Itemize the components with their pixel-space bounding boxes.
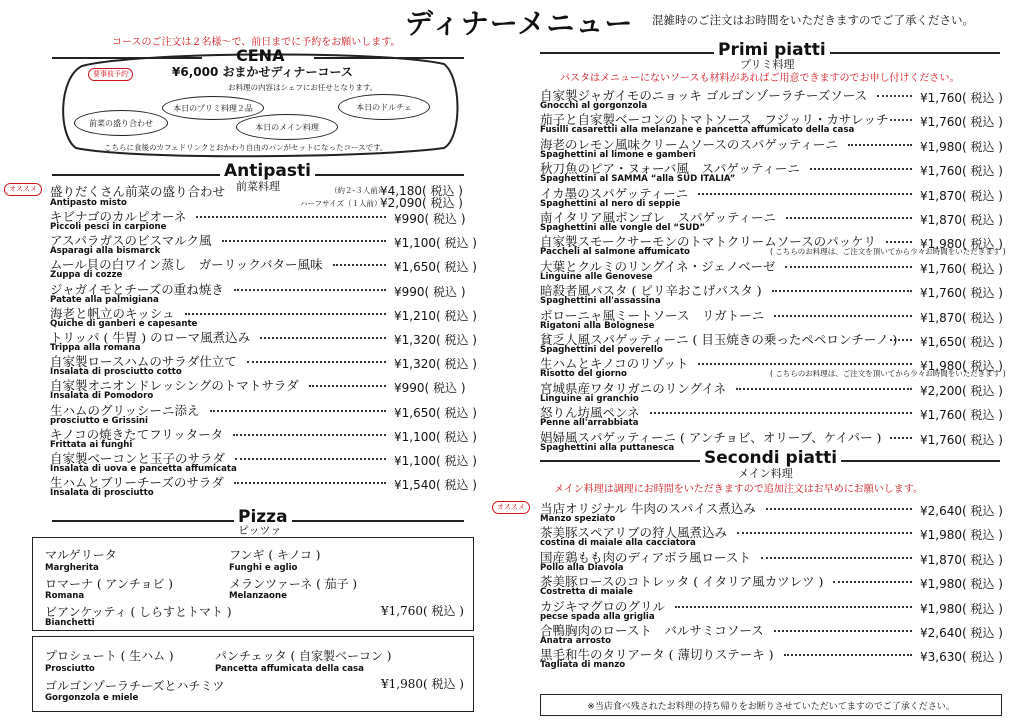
dish-name-it: Insalata di prosciutto [50, 488, 154, 499]
dish-name-it: Manzo speziato [540, 514, 616, 524]
leader-dots [848, 144, 912, 146]
pizza-price: ¥1,980( 税込 ) [381, 677, 464, 691]
pizza-name-jp: ゴルゴンゾーラチーズとハチミツ [45, 679, 225, 693]
dish-name-it: Trippa alla romana [50, 343, 141, 353]
cena-description: お料理の内容はシェフにお任せとなります。 [228, 83, 378, 92]
dish-price: ¥1,760( 税込 ) [920, 432, 1003, 447]
leader-dots [235, 458, 386, 460]
secondi-title: Secondi piatti [700, 448, 841, 468]
dish-name-jp: ムール貝の白ワイン蒸し ガーリックバター風味 [50, 257, 323, 273]
dish-price: ¥1,760( 税込 ) [920, 408, 1003, 423]
dish-price: ¥1,980( 税込 ) [920, 528, 1003, 543]
dish-price: ¥1,100( 税込 ) [394, 454, 477, 468]
page-title: ディナーメニュー [405, 7, 634, 40]
pizza-name-it: Melanzaone [229, 591, 287, 601]
dish-name-it: Tagliata di manzo [540, 660, 626, 671]
pizza-name-it: Bianchetti [45, 618, 95, 628]
dish-name-it: Spaghettini alle vongle del “SUD” [540, 223, 706, 233]
dish-name-it: Insalata di prosciutto cotto [50, 367, 182, 378]
pizza-box-2 [32, 636, 474, 712]
dish-name-jp: 娼婦風スパゲッティーニ ( アンチョビ、オリーブ、ケイパー ) [540, 429, 882, 445]
dish-name-it: pecse spada alla griglia [540, 611, 655, 622]
dish-name-jp: ジャガイモとチーズの重ね焼き [50, 281, 224, 297]
dish-price: ¥990( 税込 ) [394, 284, 466, 299]
dish-name-jp: トリッパ ( 牛胃 ) のローマ風煮込み [50, 330, 251, 345]
dish-name-it: Risotto del giorno [540, 369, 627, 380]
dish-name-jp: 自家製ジャガイモのニョッキ ゴルゴンゾーラチーズソース [540, 88, 868, 103]
pizza-name-it: Romana [45, 591, 85, 601]
leader-dots [736, 388, 912, 390]
dish-name-it: Pollo alla Diavola [540, 562, 624, 573]
dish-price: ¥1,760( 税込 ) [920, 286, 1003, 301]
leader-dots [890, 339, 912, 341]
dish-name-it: Costretta di maiale [540, 587, 633, 598]
dish-name-jp: 黒毛和牛のタリアータ ( 薄切りステーキ ) [540, 647, 774, 663]
primi-title: Primi piatti [714, 40, 830, 60]
leader-dots [247, 361, 386, 363]
dish-price: ¥1,650( 税込 ) [394, 260, 477, 275]
dish-price: ¥1,870( 税込 ) [920, 310, 1003, 325]
dish-name-jp: 茄子と自家製ベーコンのトマトソース フジッリ・カサレッチ [540, 112, 889, 128]
dish-name-jp: 盛りだくさん前菜の盛り合わせ [50, 184, 226, 199]
dish-name-it: Insalata di uova e pancetta affumicata [50, 464, 237, 474]
pizza-name-jp: フンギ ( キノコ ) [229, 548, 321, 562]
dish-name-it: Asparagi alla bismarck [50, 246, 161, 257]
dish-name-jp: 自家製ベーコンと玉子のサラダ [50, 451, 225, 466]
dish-name-jp: 当店オリジナル 牛肉のスパイス煮込み [540, 501, 756, 516]
dish-name-jp: 茶美豚スペアリブの狩人風煮込み [540, 525, 728, 541]
leader-dots [196, 216, 386, 218]
dish-name-jp: 海老と帆立のキッシュ [50, 305, 175, 321]
cena-price-title: ¥6,000 おまかせディナーコース [172, 65, 353, 79]
portion-note: （約２-３人前） [330, 186, 386, 195]
recommended-badge: オススメ [4, 183, 42, 196]
pizza-name-it: Margherita [45, 563, 99, 573]
bubble-dolce: 本日のドルチェ [338, 94, 430, 120]
leader-dots [772, 290, 912, 292]
leader-dots [890, 437, 912, 439]
leader-dots [786, 217, 912, 219]
leader-dots [233, 434, 386, 436]
pizza-name-jp: マルゲリータ [45, 548, 117, 562]
pizza-name-jp: パンチェッタ ( 自家製ベーコン ) [215, 649, 392, 663]
leader-dots [886, 241, 912, 243]
leader-dots [784, 654, 912, 656]
menu-item [50, 473, 477, 501]
leader-dots [675, 606, 912, 608]
dish-name-jp: 南イタリア風ボンゴレ スパゲッティーニ [540, 210, 777, 225]
secondi-subtitle: メイン料理 [738, 467, 793, 480]
dish-price: ¥1,650( 税込 ) [920, 335, 1003, 349]
dish-name-it: Paccheli al salmone affumicato [540, 247, 690, 258]
primi-note: パスタはメニューにないソースも材料があればご用意できますのでお申し付けください。 [560, 73, 960, 84]
dish-price: ¥1,100( 税込 ) [394, 236, 477, 251]
dish-price: ¥1,980( 税込 ) [920, 577, 1003, 592]
dish-name-it: Patate alla palmigiana [50, 294, 159, 305]
pizza-name-it: Pancetta affumicata della casa [215, 664, 364, 674]
dish-name-it: Linguine alle Genovese [540, 271, 653, 282]
leader-dots [698, 363, 912, 365]
dish-name-it: Insalata di Pomodoro [50, 391, 154, 402]
leader-dots [890, 119, 912, 121]
bubble-primi: 本日のプリミ料理２品 [162, 96, 264, 120]
dish-name-jp: 宮城県産ワタリガニのリングイネ [540, 380, 727, 396]
leader-dots [333, 264, 386, 266]
dish-name-jp: カジキマグロのグリル [540, 598, 666, 614]
dish-name-it: costina di maiale alla cacciatora [540, 538, 696, 549]
dish-price: ¥1,980( 税込 ) [920, 237, 1003, 252]
dish-price: ¥1,760( 税込 ) [920, 164, 1003, 179]
leader-dots [774, 315, 912, 317]
dish-name-jp: キノコの焼きたてフリッタータ [50, 426, 224, 442]
dish-price: ¥1,760( 税込 ) [920, 115, 1003, 130]
leader-dots [234, 482, 386, 484]
dish-name-it: Fusilli casarettii alla melanzane e pancetta affumicato della casa [540, 125, 855, 136]
dish-name-jp: 自家製ロースハムのサラダ仕立て [50, 354, 237, 370]
secondi-note: メイン料理は調理にお時間をいただきますので追加注文はお早めにお願いします。 [554, 484, 923, 495]
dish-name-jp: 茶美豚ロースのコトレッタ ( イタリア風カツレツ ) [540, 574, 824, 590]
dish-price: ¥1,210( 税込 ) [394, 308, 477, 323]
pizza-name-jp: プロシュート ( 生ハム ) [45, 649, 174, 663]
dish-name-it: Piccoli pesci in carpione [50, 222, 167, 232]
dish-name-it: Spaghettini alla puttanesca [540, 442, 675, 453]
dish-price: ¥1,870( 税込 ) [920, 188, 1003, 203]
dish-name-jp: 秋刀魚のピア・ヌォーバ風 スパゲッティーニ [540, 161, 800, 177]
dish-name-jp: 生ハムのグリッシーニ添え [50, 402, 200, 418]
dish-name-it: Spaghettini all'assassina [540, 296, 661, 307]
pizza-name-jp: ロマーナ ( アンチョビ ) [45, 577, 173, 591]
dish-name-jp: 自家製スモークサーモンのトマトクリームソースのパッケリ [540, 234, 877, 250]
pizza-subtitle: ピッツァ [238, 524, 282, 537]
dish-price: ¥990( 税込 ) [394, 212, 466, 226]
leader-dots [210, 410, 386, 412]
half-size-note: ハーフサイズ（１人前） [300, 199, 382, 208]
dish-price: ¥990( 税込 ) [394, 381, 466, 396]
leader-dots [185, 313, 386, 315]
pizza-name-jp: ビアンケッティ ( しらすとトマト ) [45, 605, 232, 619]
antipasti-item-misto [50, 182, 462, 210]
dish-price: ¥2,640( 税込 ) [920, 504, 1003, 518]
dish-price: ¥1,980( 税込 ) [920, 601, 1003, 616]
dish-price: ¥1,320( 税込 ) [394, 357, 477, 372]
dish-name-it: Spaghettini al SAMMA “alla SUD ITALIA” [540, 174, 736, 185]
leader-dots [833, 581, 912, 583]
dish-name-jp: アスパラガスのビスマルク風 [50, 233, 212, 249]
dish-name-it: prosciutto e Grissini [50, 415, 148, 426]
half-size-price: ¥2,090( 税込 ) [380, 196, 463, 210]
dish-price: ¥1,540( 税込 ) [394, 478, 477, 493]
dish-name-it: Frittata ai funghi [50, 439, 133, 450]
dish-name-it: Quiche di ganberi e capesante [50, 318, 198, 329]
dish-name-it: Rigatoni alla Bolognese [540, 320, 655, 331]
leader-dots [761, 557, 912, 559]
dish-name-jp: 暗殺者風パスタ ( ピリ辛おこげパスタ ) [540, 283, 762, 299]
leader-dots [766, 508, 912, 510]
course-reservation-note: コースのご注文は２名様～で、前日までに予約をお願いします。 [112, 37, 401, 48]
bubble-main: 本日のメイン料理 [236, 114, 338, 140]
leader-dots [234, 289, 386, 291]
leader-dots [877, 95, 912, 97]
dish-name-jp: 生ハムとキノコのリゾット [540, 356, 689, 372]
leader-dots [222, 240, 386, 242]
dish-name-jp: 大葉とクルミのリングイネ・ジェノベーゼ [540, 258, 776, 274]
dish-note: ( こちらのお料理は、ご注文を頂いてから少々お時間をいただきます ) [770, 247, 1006, 257]
dish-name-it: Penne all'arrabbiata [540, 418, 639, 429]
pizza-box-1 [32, 537, 474, 631]
dish-name-it: Spaghettini del poverello [540, 345, 663, 355]
dish-name-jp: 合鴨胸肉のロースト バルサミコソース [540, 623, 764, 638]
dish-name-jp: 生ハムとブリーチーズのサラダ [50, 475, 224, 491]
dish-name-jp: 自家製オニオンドレッシングのトマトサラダ [50, 378, 299, 394]
pizza-price: ¥1,760( 税込 ) [381, 604, 464, 618]
cena-title: CENA [236, 46, 285, 65]
cena-course-panel [52, 48, 464, 160]
dish-name-it: Linguine ai granchio [540, 393, 639, 404]
dish-name-it: Anatra arrosto [540, 636, 612, 646]
dish-price: ¥1,650( 税込 ) [394, 405, 477, 420]
dish-note: ( こちらのお料理は、ご注文を頂いてから少々お時間をいただきます ) [770, 369, 1006, 379]
dish-price: ¥1,870( 税込 ) [920, 213, 1003, 227]
dish-price: ¥1,760( 税込 ) [920, 91, 1003, 105]
leader-dots [698, 193, 912, 195]
recommended-badge: オススメ [492, 501, 530, 514]
leader-dots [785, 266, 912, 268]
dish-price: ¥1,870( 税込 ) [920, 552, 1003, 567]
leader-dots [737, 532, 912, 534]
dish-name-jp: 怒りん坊風ペンネ [540, 405, 640, 421]
dish-price: ¥1,980( 税込 ) [920, 139, 1003, 154]
dish-name-jp: イカ墨のスパゲッティーニ [540, 185, 689, 201]
dish-name-it: Spaghettini al nero di seppie [540, 198, 681, 209]
dish-name-it: Zuppa di cozze [50, 270, 123, 281]
busy-notice: 混雑時のご注文はお時間をいただきますのでご了承ください。 [652, 13, 974, 27]
dish-price: ¥2,640( 税込 ) [920, 626, 1003, 640]
antipasti-title: Antipasti [220, 161, 315, 181]
pizza-name-jp: メランツァーネ ( 茄子 ) [229, 577, 358, 591]
pizza-name-it: Gorgonzola e miele [45, 693, 139, 703]
dish-price: ¥2,200( 税込 ) [920, 383, 1003, 398]
reservation-required-badge: 要事前予約 [88, 68, 133, 81]
leftover-policy-note: ※当店食べ残されたお料理の持ち帰りをお断りさせていただいてますのでご了承ください。 [540, 694, 1002, 716]
pizza-title: Pizza [234, 507, 292, 527]
dish-name-jp: キビナゴのカルピオーネ [50, 209, 187, 224]
dish-price: ¥4,180( 税込 ) [380, 184, 463, 198]
pizza-name-it: Funghi e aglio [229, 563, 298, 573]
cena-footer-note: こちらに食後のカフェドリンクとおかわり自由のパンがセットになったコースです。 [104, 143, 388, 152]
dish-name-jp: ボローニャ風ミートソース リガトーニ [540, 307, 765, 323]
dish-price: ¥1,100( 税込 ) [394, 429, 477, 444]
dish-name-it: Gnocchi al gorgonzola [540, 101, 648, 111]
bubble-antipasto: 前菜の盛り合わせ [74, 110, 168, 136]
leader-dots [774, 630, 912, 632]
dish-name-jp: 国産鶏もも肉のディアボラ風ロースト [540, 549, 751, 565]
dish-price: ¥1,320( 税込 ) [394, 333, 477, 347]
dish-name-jp: 海老のレモン風味クリームソースのスパゲッティーニ [540, 136, 838, 152]
dish-price: ¥1,980( 税込 ) [920, 359, 1003, 374]
leader-dots [650, 412, 912, 414]
dish-name-it: Antipasto misto [50, 198, 127, 208]
menu-item [540, 645, 1003, 673]
pizza-name-it: Prosciutto [45, 664, 95, 674]
primi-subtitle: プリミ料理 [740, 58, 795, 71]
dish-price: ¥3,630( 税込 ) [920, 650, 1003, 665]
dish-name-jp: 貧乏人風スパゲッティーニ ( 目玉焼きの乗ったペペロンチーノ ) [540, 332, 898, 347]
dish-price: ¥1,760( 税込 ) [920, 261, 1003, 276]
leader-dots [810, 168, 912, 170]
leader-dots [260, 337, 386, 339]
dish-name-it: Spaghettini al limone e gamberi [540, 149, 696, 160]
antipasti-subtitle: 前菜料理 [236, 180, 280, 193]
leader-dots [309, 385, 386, 387]
